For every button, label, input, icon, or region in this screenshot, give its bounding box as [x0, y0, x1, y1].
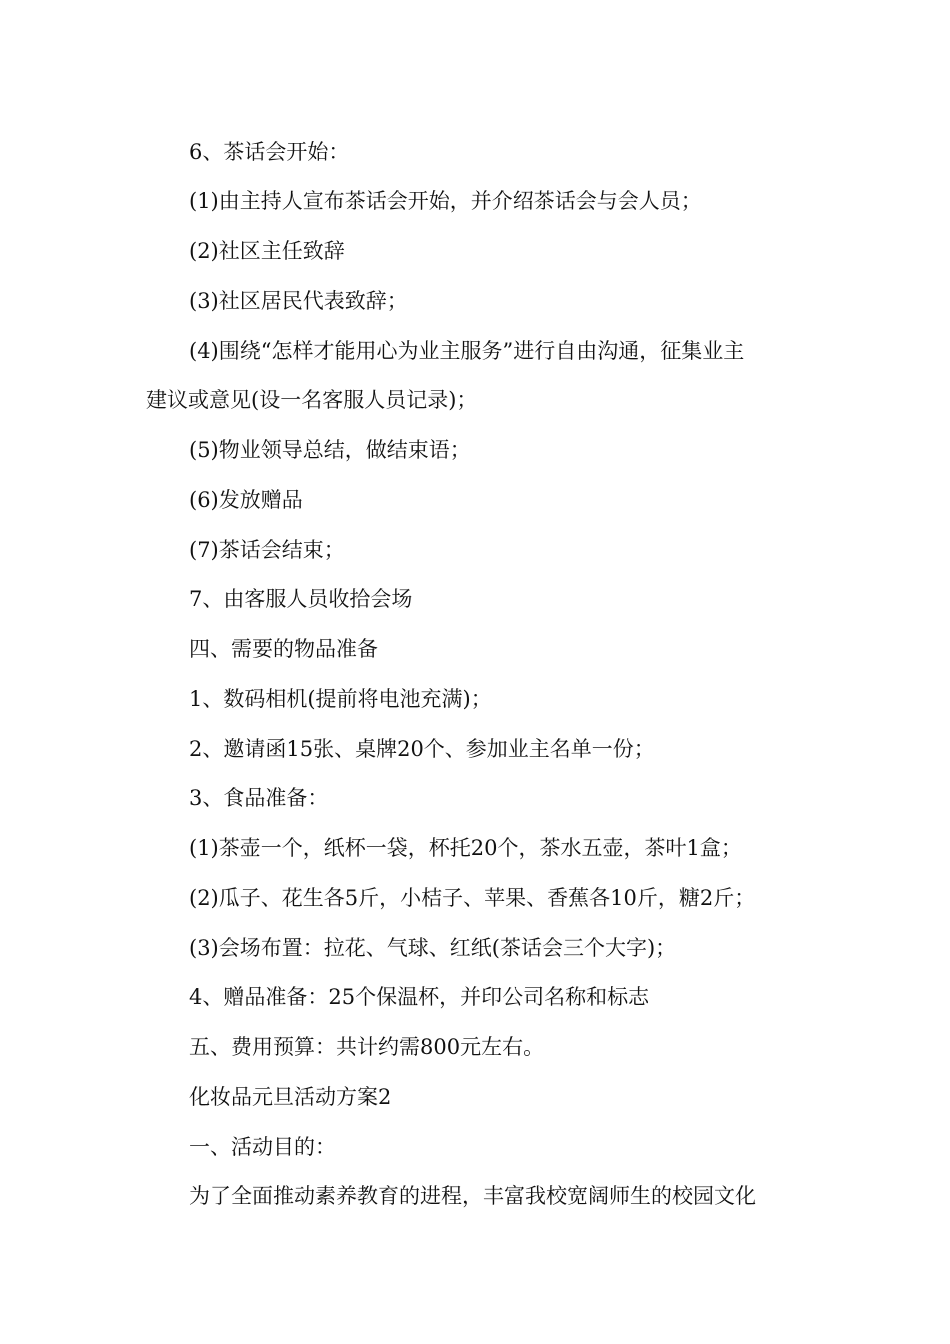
paragraph-line: (5)物业领导总结，做结束语；: [189, 438, 471, 462]
paragraph-line: (1)茶壶一个，纸杯一袋，杯托20个，茶水五壶，茶叶1盒；: [189, 836, 742, 860]
paragraph-line: 6、茶话会开始：: [189, 140, 350, 164]
section-heading: 五、费用预算：共计约需800元左右。: [189, 1035, 545, 1059]
paragraph-line: 1、数码相机(提前将电池充满)；: [189, 687, 492, 711]
section-heading: 四、需要的物品准备: [189, 637, 378, 661]
section-heading: 一、活动目的：: [189, 1135, 336, 1159]
paragraph-line: (2)瓜子、花生各5斤，小桔子、苹果、香蕉各10斤，糖2斤；: [189, 886, 756, 910]
paragraph-line: (4)围绕“怎样才能用心为业主服务”进行自由沟通，征集业主: [189, 339, 745, 363]
document-title: 化妆品元旦活动方案2: [189, 1085, 392, 1109]
paragraph-line: (3)社区居民代表致辞；: [189, 289, 408, 313]
paragraph-line: (6)发放赠品: [189, 488, 303, 512]
paragraph-line: (2)社区主任致辞: [189, 239, 345, 263]
paragraph-line: 建议或意见(设一名客服人员记录)；: [146, 388, 478, 412]
paragraph-line: 7、由客服人员收拾会场: [189, 587, 413, 611]
paragraph-line: (7)茶话会结束；: [189, 538, 345, 562]
paragraph-line: (3)会场布置：拉花、气球、红纸(茶话会三个大字)；: [189, 936, 677, 960]
paragraph-line: 3、食品准备：: [189, 786, 329, 810]
paragraph-line: 4、赠品准备：25个保温杯，并印公司名称和标志: [189, 985, 650, 1009]
paragraph-line: (1)由主持人宣布茶话会开始，并介绍茶话会与会人员；: [189, 189, 702, 213]
paragraph-line: 为了全面推动素养教育的进程，丰富我校宽阔师生的校园文化: [189, 1184, 756, 1208]
paragraph-line: 2、邀请函15张、桌牌20个、参加业主名单一份；: [189, 737, 655, 761]
